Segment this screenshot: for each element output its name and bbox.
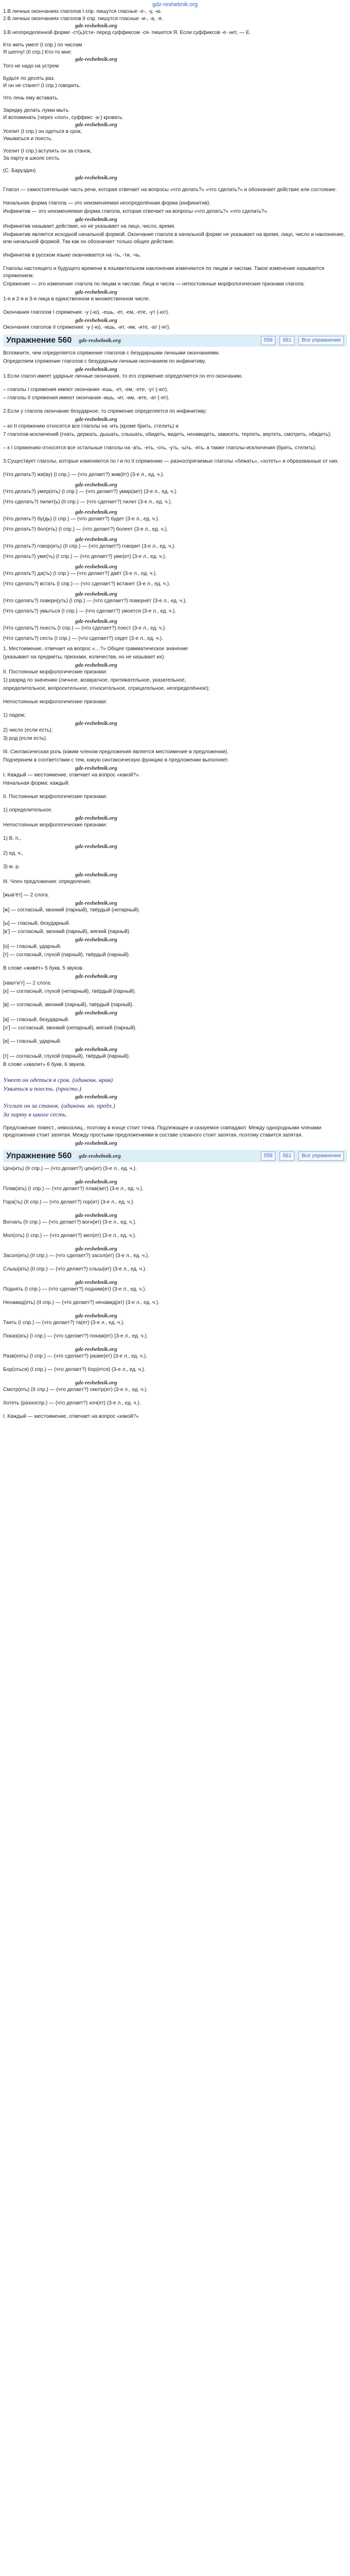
text-line: 3) род (если есть). xyxy=(3,736,47,741)
text-line: [о] — гласный, ударный. xyxy=(3,944,62,950)
answer-line: (Что делать?) жи(ву) (I спр.) — (что делает?) жив(ёт) (3-е л., ед. ч.). xyxy=(3,472,164,478)
text-line: [ы] — гласный, безударный. xyxy=(3,921,71,926)
watermark: gdz-reshebnik.org xyxy=(75,1380,117,1386)
answer-line: (Что сделать?) встать (I спр.) — (что сделает?) встанет (3-е л., ед. ч.). xyxy=(3,581,170,587)
text-line: – глаголы II спряжения имеют окончания -ишь, -ит, -им, -ите, -ат (-ят). xyxy=(3,395,170,401)
text-line: [и] — гласный, ударный. xyxy=(3,1039,62,1044)
watermark: gdz-reshebnik.org xyxy=(75,662,117,668)
list-item: Ненавид(еть) (II спр.) — (что делает?) ненавид(ит) (3-е л., ед. ч.). xyxy=(3,1300,160,1306)
text-line: Непостоянные морфологические признаки: xyxy=(3,822,108,828)
text-line: Глаголы настоящего и будущего времени в изъявительном наклонении изменяются по лицам и числам. Такое изменение называется спряжением. xyxy=(3,266,325,279)
text-line: И вспоминать (через «пол», суффикс -а-) кровать. xyxy=(3,115,124,121)
list-item: Показ(ать) (I спр.) — (что сделает?) покаж(ет) (3-е л., ед. ч.). xyxy=(3,1333,148,1339)
site-link[interactable]: gdz-reshebnik.org xyxy=(152,2,198,8)
watermark: gdz-reshebnik.org xyxy=(75,416,117,422)
text-line: – к I спряжению относятся все остальные глаголы на -ать, -еть, -оть, -уть, -ыть, -ять, а также глаголы-исключения (брить, стелить). xyxy=(3,445,317,451)
answers-list xyxy=(0,471,350,642)
watermark: gdz-reshebnik.org xyxy=(79,1153,121,1159)
watermark: gdz-reshebnik.org xyxy=(75,1010,117,1016)
theory-section xyxy=(0,187,350,331)
text-line: Того не надо на устрем xyxy=(3,63,59,69)
text-line: II. Постоянные морфологические признаки: xyxy=(3,794,108,800)
verb-list xyxy=(0,1165,350,1420)
text-line: [т] — согласный, глухой (парный), твёрдый (парный). xyxy=(3,952,130,958)
text-line: [т] — согласный, глухой (парный), твёрдый (парный). xyxy=(3,1054,130,1059)
prev-exercise-button[interactable]: 559 xyxy=(261,336,276,345)
watermark: gdz-reshebnik.org xyxy=(75,23,117,29)
answer-line: (Что делать?) да(ть) (I спр.) — (что делает?) даёт (3-е л., ед. ч.). xyxy=(3,571,157,577)
answer-line: (Что делать?) умер(еть) (I спр.) — (что делает?) умир(ает) (3-е л., ед. ч.). xyxy=(3,489,178,495)
text-line: 3) м. р. xyxy=(3,864,20,870)
watermark: gdz-reshebnik.org xyxy=(75,1313,117,1319)
text-line: Будьте по десять раз. xyxy=(3,76,55,81)
list-item: Вогнать (II спр.) — (что делает?) вогн(ит) (3-е л., ед. ч.). xyxy=(3,1219,137,1225)
text-line: За парту в школе сесть. xyxy=(3,156,61,161)
watermark: gdz-reshebnik.org xyxy=(75,973,117,979)
watermark: gdz-reshebnik.org xyxy=(75,56,117,62)
list-item: Слыш(ать) (II спр.) — (что делает?) слыш(ит) (3-е л., ед. ч.). xyxy=(3,1266,147,1272)
handwritten-line: Умыться и поесть. (просто.) xyxy=(3,1085,81,1092)
text-line: Вспомните, чем определяется спряжение глаголов с безударными личными окончаниями. xyxy=(3,350,220,356)
text-line: (С. Баруздин) xyxy=(3,168,36,174)
text-line: Что лень ему вставать. xyxy=(3,95,59,101)
text-line: [жыв’ёт] — 2 слога. xyxy=(3,892,49,898)
text-line: В слове «хвалит» 6 букв, 6 звуков. xyxy=(3,1062,86,1067)
text-line: [х] — согласный, глухой (непарный), твёрдый (парный). xyxy=(3,989,136,994)
text-line: И он не станет! (I спр.) говорить. xyxy=(3,83,81,89)
text-line: Инфинитив в русском языке оканчивается на -ть, -ти, -чь. xyxy=(3,252,141,258)
list-item: Засол(ить) (II спр.) — (что сделает?) засол(ит) (3-е л., ед. ч.). xyxy=(3,1253,149,1259)
text-line: Непостоянные морфологические признаки: xyxy=(3,699,108,705)
watermark: gdz-reshebnik.org xyxy=(75,1246,117,1252)
text-line: (указывает на предметы, признаки, количества, но не называет их). xyxy=(3,654,166,660)
parse-section xyxy=(0,646,350,886)
watermark: gdz-reshebnik.org xyxy=(75,591,117,597)
watermark: gdz-reshebnik.org xyxy=(75,900,117,906)
all-exercises-link[interactable]: Все упражнения xyxy=(299,336,344,345)
watermark: gdz-reshebnik.org xyxy=(75,843,117,850)
watermark: gdz-reshebnik.org xyxy=(75,1346,117,1352)
text-line: Умываться и поесть. xyxy=(3,136,52,142)
answer-line: (Что сделать?) поесть (I спр.) — (что сделает?) поест (3-е л., ед. ч.). xyxy=(3,625,166,631)
text-line: Кто жить умел! (I спр.) по числам xyxy=(3,42,82,48)
text-line: Подчеркнем в соответствии с тем, какую синтаксическую функцию в предложении выполняет. xyxy=(3,757,229,763)
watermark: gdz-reshebnik.org xyxy=(75,536,117,543)
text-line: [в] — согласный, звонкий (парный), твёрдый (парный). xyxy=(3,1002,134,1008)
text-line: III. Член предложения: определение. xyxy=(3,879,92,885)
text-line: Определяем спряжение глаголов с безударным личным окончанием по инфинитиву. xyxy=(3,359,206,364)
list-item: Хотеть (разноспр.) — (что делает?) хоч(ет) (3-е л., ед. ч.). xyxy=(3,1400,141,1406)
text-line: Инфинитив — это неизменяемая форма глагола, которая отвечает на вопросы «что делать?» «что сделать?». xyxy=(3,209,269,214)
watermark: gdz-reshebnik.org xyxy=(75,1094,117,1100)
text-line: – ко II спряжению относятся все глаголы на -ить (кроме брить, стелить) и xyxy=(3,423,179,429)
list-item: Мол(оть) (I спр.) — (что делает?) мел(ет) (3-е л., ед. ч.). xyxy=(3,1233,136,1239)
phonetic-section xyxy=(0,892,350,1069)
answer-line: (Что делать?) бу(дь) (I спр.) — (что делает?) будет (3-е л., ед. ч.). xyxy=(3,516,160,522)
exercise-header xyxy=(3,1150,347,1162)
text-line: Я шепчу! (II спр.) Кто-то мне: xyxy=(3,49,73,55)
answer-line: (Что делать?) говор(ить) (II спр.) — (что делает?) говорит (3-е л., ед. ч.). xyxy=(3,544,176,549)
answer-line: (Что делать?) бол(еть) (I спр.) — (что делает?) болеет (3-е л., ед. ч.). xyxy=(3,527,168,532)
text-line: [л’] — согласный, звонкий (непарный), мягкий (парный). xyxy=(3,1025,137,1031)
text-line: Спряжение — это изменение глагола по лицам и числам. Лица и числа — непостоянные морфологические признаки глагола. xyxy=(3,281,305,287)
all-exercises-link[interactable]: Все упражнения xyxy=(299,1151,344,1161)
exercise-title: Упражнение 560 xyxy=(6,1151,72,1160)
watermark: gdz-reshebnik.org xyxy=(75,366,117,372)
answer-line: (Что сделать?) поверн(уть) (I спр.) — (что сделает?) повернёт (3-е л., ед. ч.). xyxy=(3,598,187,604)
text-line: [хвал’и’т] — 2 слога. xyxy=(3,980,51,986)
watermark: gdz-reshebnik.org xyxy=(75,815,117,821)
text-line: Инфинитив называет действие, но не указывает на лицо, число, время. xyxy=(3,224,176,229)
answer-line: (Что сделать?) пилит(ь) (II спр.) — (что сделает?) пилит (3-е л., ед. ч.). xyxy=(3,499,172,505)
exercise-intro xyxy=(0,350,350,465)
text-line: 1) В. п., xyxy=(3,836,21,841)
watermark: gdz-reshebnik.org xyxy=(75,216,117,223)
footer-text: I. Каждый — местоимение, отвечает на вопрос «какой?» xyxy=(3,1414,139,1419)
text-line: 2.Если у глагола окончание безударное, то спряжение определяется по инфинитиву: xyxy=(3,409,207,414)
text-line: 2) ед. ч., xyxy=(3,851,24,856)
answer-line: (Что сделать?) сесть (I спр.) — (что сделает?) сядет (3-е л., ед. ч.). xyxy=(3,636,163,641)
text-line: Окончания глаголов II спряжения: -у (-ю), -ишь, -ит, -им, -ите, -ат (-ят). xyxy=(3,325,171,330)
watermark: gdz-reshebnik.org xyxy=(75,317,117,324)
watermark: gdz-reshebnik.org xyxy=(75,1046,117,1053)
text-line: 7 глаголов-исключений (гнать, держать, дышать, слышать, обидеть, видеть, ненавидеть, зависеть, терпеть, вертеть, смотреть, обидеть); xyxy=(3,432,331,437)
exercise-header xyxy=(3,334,347,347)
part1-section xyxy=(0,8,350,181)
text-line: Зарядку делать лукки мыть xyxy=(3,108,69,113)
next-exercise-button[interactable]: 561 xyxy=(279,336,294,345)
watermark: gdz-reshebnik.org xyxy=(75,482,117,488)
list-item: Поднять (I спр.) — (что сделает?) подним(ет) (3-е л., ед. ч.). xyxy=(3,1286,147,1292)
next-exercise-button[interactable]: 561 xyxy=(279,1151,294,1161)
text-line: 2.В личных окончаниях глаголов II спр. пишутся гласные -и-, -а, -я. xyxy=(3,16,163,22)
exercise-nav xyxy=(261,336,344,345)
watermark: gdz-reshebnik.org xyxy=(75,175,117,181)
text-line: – глаголы I спряжения имеют окончания -ешь, -ет, -ем, -ете, -ут (-ют). xyxy=(3,387,169,393)
answer-line: (Что сделать?) умыться (I спр.) — (что сделает?) умоется (3-е л., ед. ч.). xyxy=(3,608,177,614)
watermark: gdz-reshebnik.org xyxy=(75,720,117,726)
watermark: gdz-reshebnik.org xyxy=(75,765,117,771)
text-line: [в’] — согласный, звонкий (парный), мягкий (парный). xyxy=(3,929,131,935)
watermark: gdz-reshebnik.org xyxy=(75,1140,117,1146)
list-item: Цен(ить) (II спр.) — (что делает?) цен(ит) (3-е л., ед. ч.). xyxy=(3,1166,137,1172)
text-line: 2) число (если есть); xyxy=(3,727,53,733)
text-line: 3.В неопределенной форме -ст(ь)/сти- перед суффиксом -ся- пишется Я. Если суффиксов -е- нет, — Е. xyxy=(3,30,251,36)
list-item: Таять (I спр.) — (что делает?) та(ет) (3-е л., ед. ч.). xyxy=(3,1320,125,1326)
text-line: Начальная форма: каждый. xyxy=(3,781,70,786)
list-item: Гора(ть) (II спр.) — (что делает?) гор(ит) (3-е л., ед. ч.). xyxy=(3,1199,134,1205)
watermark: gdz-reshebnik.org xyxy=(75,618,117,624)
text-line: 1) определительное. xyxy=(3,807,53,813)
text-line: 1) разряд по значению (личное, возвратное, притяжательное, указательное, xyxy=(3,677,186,683)
text-line: III. Синтаксическая роль (каким членом предложения является местоимение в предложении). xyxy=(3,749,229,755)
text-line: 1.В личных окончаниях глаголов I спр. пишутся гласные -е-, -у, -ю. xyxy=(3,9,162,14)
watermark: gdz-reshebnik.org xyxy=(75,1279,117,1285)
text-line: Начальная форма глагола — это неизменяемая неопределённая форма (инфинитив). xyxy=(3,200,211,206)
text-line: Инфинитив является исходной начальной формой. Окончание глагола в начальной форме не указывает на время, лицо, число и наклонение, или начальной формой. Так как он обозначает только общее действие. xyxy=(3,232,345,245)
text-line: определительное, вопросительное, относительное, отрицательное, неопределённое); xyxy=(3,686,210,691)
text-line: 1.Если глагол имеет ударные личные окончания, то его спряжение определяется по его окончанию. xyxy=(3,374,243,379)
answer-line: (Что делать?) уме(ть) (I спр.) — (что делает?) уме(ет) (3-е л., ед. ч.). xyxy=(3,554,167,560)
watermark: gdz-reshebnik.org xyxy=(75,872,117,878)
text-line: 1. Местоимение, отвечает на вопрос «…?» Общее грамматическое значение xyxy=(3,646,188,652)
text-line: [а] — гласный, безударный. xyxy=(3,1017,69,1023)
handwritten-line: За парту в школе сесть. xyxy=(3,1111,67,1118)
list-item: Разв(еять) (I спр.) — (что сделает?) разве(ет) (3-е л., ед. ч.). xyxy=(3,1353,147,1359)
text-line: [ж] — согласный, звонкий (парный), твёрдый (непарный). xyxy=(3,907,140,913)
list-item: Смотр(еть) (II спр.) — (что делает?) смотр(ит) (3-е л., ед. ч.). xyxy=(3,1387,148,1393)
text-line: Глагол — самостоятельная часть речи, которая отвечает на вопросы «что делать?» «что сделать?» и обозначает действие или состояние. xyxy=(3,187,337,193)
watermark: gdz-reshebnik.org xyxy=(75,564,117,570)
text-line: В слове «живёт» 5 букв, 5 звуков. xyxy=(3,965,84,971)
watermark: gdz-reshebnik.org xyxy=(75,1212,117,1218)
text-line: 1) падеж; xyxy=(3,713,26,718)
handwritten-line: Уселит он за станок. (одиночн. нп. предл.) xyxy=(3,1102,115,1109)
text-line: II. Постоянные морфологические признаки: xyxy=(3,669,108,675)
watermark: gdz-reshebnik.org xyxy=(75,1179,117,1185)
text-line: 3.Существует глаголы, которые изменяются по I и по II спряжению — разноспрягаемые глаголы «бежать», «хотеть» и образованные от них. xyxy=(3,459,339,464)
list-item: Бор(оться) (I спр.) — (что делает?) бор(ется) (3-е л., ед. ч.). xyxy=(3,1367,146,1372)
watermark: gdz-reshebnik.org xyxy=(75,122,117,128)
handwritten-section xyxy=(0,1076,350,1147)
text-line: 1-я и 2-я и 3-я лица в единственном и множественном числе. xyxy=(3,296,150,302)
prev-exercise-button[interactable]: 559 xyxy=(261,1151,276,1161)
exercise-nav xyxy=(261,1151,344,1161)
text-line: Уселит (I спр.) он одеться в срок, xyxy=(3,129,82,134)
text-line: Окончания глаголов I спряжения: -у (-ю), -ешь, -ет, -ем, -ете, -ут (-ют). xyxy=(3,310,169,315)
watermark: gdz-reshebnik.org xyxy=(79,337,121,344)
watermark: gdz-reshebnik.org xyxy=(75,937,117,943)
exercise-title: Упражнение 560 xyxy=(6,336,72,345)
text-line: Уселит (I спр.) вступить он за станок, xyxy=(3,148,92,154)
watermark: gdz-reshebnik.org xyxy=(75,509,117,515)
handwritten-line: Умеет он одеться в срок. (одиночн. нрав) xyxy=(3,1076,113,1083)
list-item: Плав(ать) (I спр.) — (что делает?) плав(ает) (3-е л., ед. ч.). xyxy=(3,1186,144,1192)
text-line: I. Каждый — местоимение, отвечает на вопрос «какой?». xyxy=(3,772,141,778)
conclusion-text: Предложение повест., невосклиц., поэтому в конце стоит точка. Подлежащее и сказуемое совпадают. Между однородными членами предложения стоит запятая. Между простыми предложениями в составе сложного стоит запятая, поэтому ставится запятая. xyxy=(3,1125,322,1138)
watermark: gdz-reshebnik.org xyxy=(75,289,117,295)
